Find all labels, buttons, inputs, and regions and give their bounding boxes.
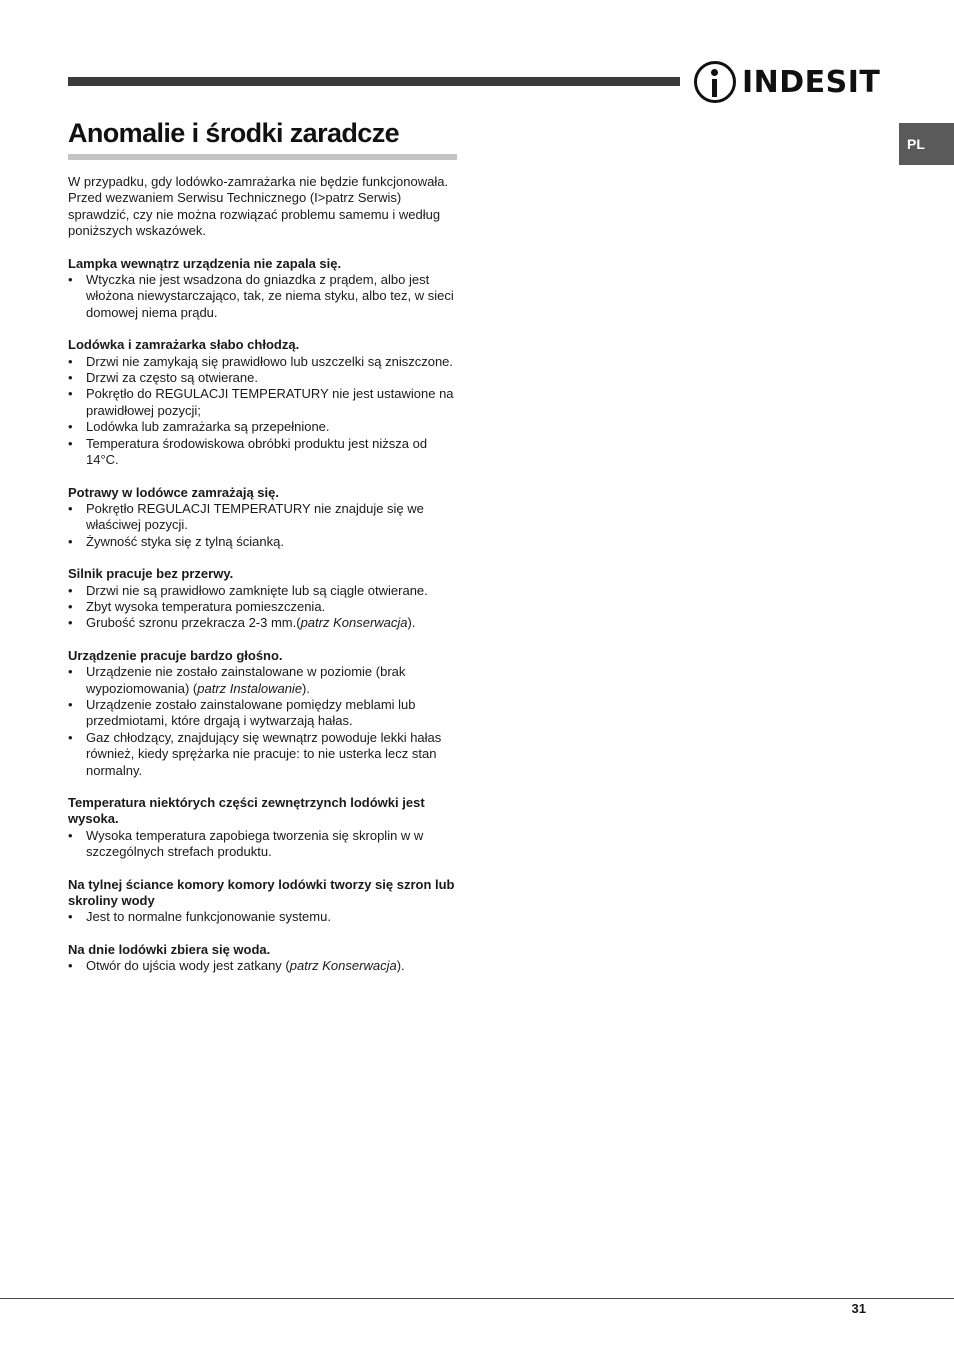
bullet-icon: • [68,909,73,925]
remedy-text: Zbyt wysoka temperatura pomieszczenia. [86,598,326,614]
bullet-icon: • [68,827,73,843]
remedy-text: Drzwi nie zamykają się prawidłowo lub uszczelki są zniszczone. [86,353,454,369]
brand-name: INDESIT [742,64,881,100]
remedy-list [68,958,458,974]
section-heading: Temperatura niektórych części zewnętrzynch lodówki jest wysoka. [68,795,425,827]
remedy-text: Temperatura środowiskowa obróbki produktu jest niższa od 14°C. [86,435,428,468]
remedy-text: Wysoka temperatura zapobiega tworzenia się skroplin w w szczególnych strefach produktu. [86,827,424,860]
bullet-icon: • [68,729,73,745]
remedy-text: Otwór do ujścia wody jest zatkany ( [86,958,290,974]
troubleshooting-content [68,174,458,991]
section-heading: Urządzenie pracuje bardzo głośno. [68,647,283,663]
remedy-text: Gaz chłodzący, znajdujący się wewnątrz powoduje lekki hałas również, kiedy sprężarka nie pracuje: to nie usterka lecz stan normalny. [86,729,442,778]
remedy-item [68,534,458,550]
bullet-icon: • [68,500,73,516]
page-number: 31 [851,1301,866,1316]
bullet-icon: • [68,615,73,631]
troubleshooting-section [68,942,458,975]
troubleshooting-section [68,795,458,861]
remedy-list [68,909,458,925]
bullet-icon: • [68,386,73,402]
remedy-list [68,664,458,779]
remedy-item [68,909,458,925]
remedy-item [68,664,458,697]
remedy-item [68,599,458,615]
troubleshooting-section [68,566,458,632]
remedy-text: Pokrętło do REGULACJI TEMPERATURY nie jest ustawione na prawidłowej pozycji; [86,386,454,418]
remedy-item [68,354,458,370]
remedy-list [68,272,458,321]
bullet-icon: • [68,533,73,549]
remedy-list [68,501,458,550]
remedy-text: Drzwi nie są prawidłowo zamknięte lub są ciągle otwierane. [86,582,428,598]
bullet-icon: • [68,419,73,435]
intro-paragraph: W przypadku, gdy lodówko-zamrażarka nie będzie funkcjonowała. Przed wezwaniem Serwisu Technicznego (I>patrz Serwis) sprawdzić, czy nie można rozwiązać problemu samemu i według poniższych wskazówek. [68,174,449,239]
section-heading: Na dnie lodówki zbiera się woda. [68,941,271,957]
remedy-text: Grubość szronu przekracza 2-3 mm.( [86,615,301,631]
remedy-text-suffix: ). [407,615,416,631]
section-heading: Na tylnej ściance komory komory lodówki tworzy się szron lub skroliny wody [68,876,455,909]
remedy-text-suffix: ). [302,680,310,696]
remedy-item [68,615,458,631]
title-underline [68,154,457,160]
bullet-icon: • [68,435,73,451]
bullet-icon: • [68,370,73,386]
bullet-icon: • [68,272,73,288]
troubleshooting-section [68,648,458,779]
remedy-text: Lodówka lub zamrażarka są przepełnione. [86,419,330,435]
remedy-item [68,436,458,469]
header-rule [68,77,680,86]
remedy-item [68,272,458,321]
remedy-text: Żywność styka się z tylną ścianką. [86,533,284,549]
remedy-text: Urządzenie nie zostało zainstalowane w poziomie (brak wypoziomowania) ( [86,664,406,696]
page-title: Anomalie i środki zaradcze [68,118,400,148]
bullet-icon: • [68,598,73,614]
remedy-text: Urządzenie zostało zainstalowane pomiędzy meblami lub przedmiotami, które drgają i wytwarzają hałas. [86,696,416,729]
remedy-item [68,501,458,534]
bullet-icon: • [68,958,73,974]
section-heading: Lodówka i zamrażarka słabo chłodzą. [68,337,300,353]
troubleshooting-section [68,877,458,926]
remedy-text-suffix: ). [396,958,405,974]
remedy-text: Wtyczka nie jest wsadzona do gniazdka z prądem, albo jest włożona niewystarczająco, tak, ze niema styku, albo tez, w sieci domowej niema prądu. [86,272,454,320]
remedy-list [68,354,458,469]
section-heading: Silnik pracuje bez przerwy. [68,566,234,582]
remedy-text: Pokrętło REGULACJI TEMPERATURY nie znajduje się we właściwej pozycji. [86,500,424,533]
remedy-item [68,828,458,861]
cross-reference: patrz Instalowanie [197,680,303,696]
remedy-item [68,697,458,730]
bullet-icon: • [68,696,73,712]
brand-logo-icon [694,61,736,103]
remedy-item [68,583,458,599]
language-tab[interactable] [899,123,954,165]
footer-rule [0,1298,954,1299]
troubleshooting-sections [68,256,458,975]
remedy-list [68,583,458,632]
remedy-item [68,386,458,419]
bullet-icon: • [68,664,73,680]
troubleshooting-section [68,256,458,322]
brand-logo [694,58,880,106]
remedy-item [68,958,458,974]
section-heading: Potrawy w lodówce zamrażają się. [68,484,279,500]
troubleshooting-section [68,485,458,551]
bullet-icon: • [68,353,73,369]
remedy-item [68,370,458,386]
bullet-icon: • [68,582,73,598]
language-tab-label: PL [907,136,925,152]
troubleshooting-section [68,337,458,468]
remedy-text: Jest to normalne funkcjonowanie systemu. [86,909,331,925]
remedy-list [68,828,458,861]
remedy-item [68,419,458,435]
cross-reference: patrz Konserwacja [300,615,408,631]
cross-reference: patrz Konserwacja [289,958,397,974]
section-heading: Lampka wewnątrz urządzenia nie zapala się. [68,255,342,271]
remedy-text: Drzwi za często są otwierane. [86,370,258,386]
remedy-item [68,730,458,779]
